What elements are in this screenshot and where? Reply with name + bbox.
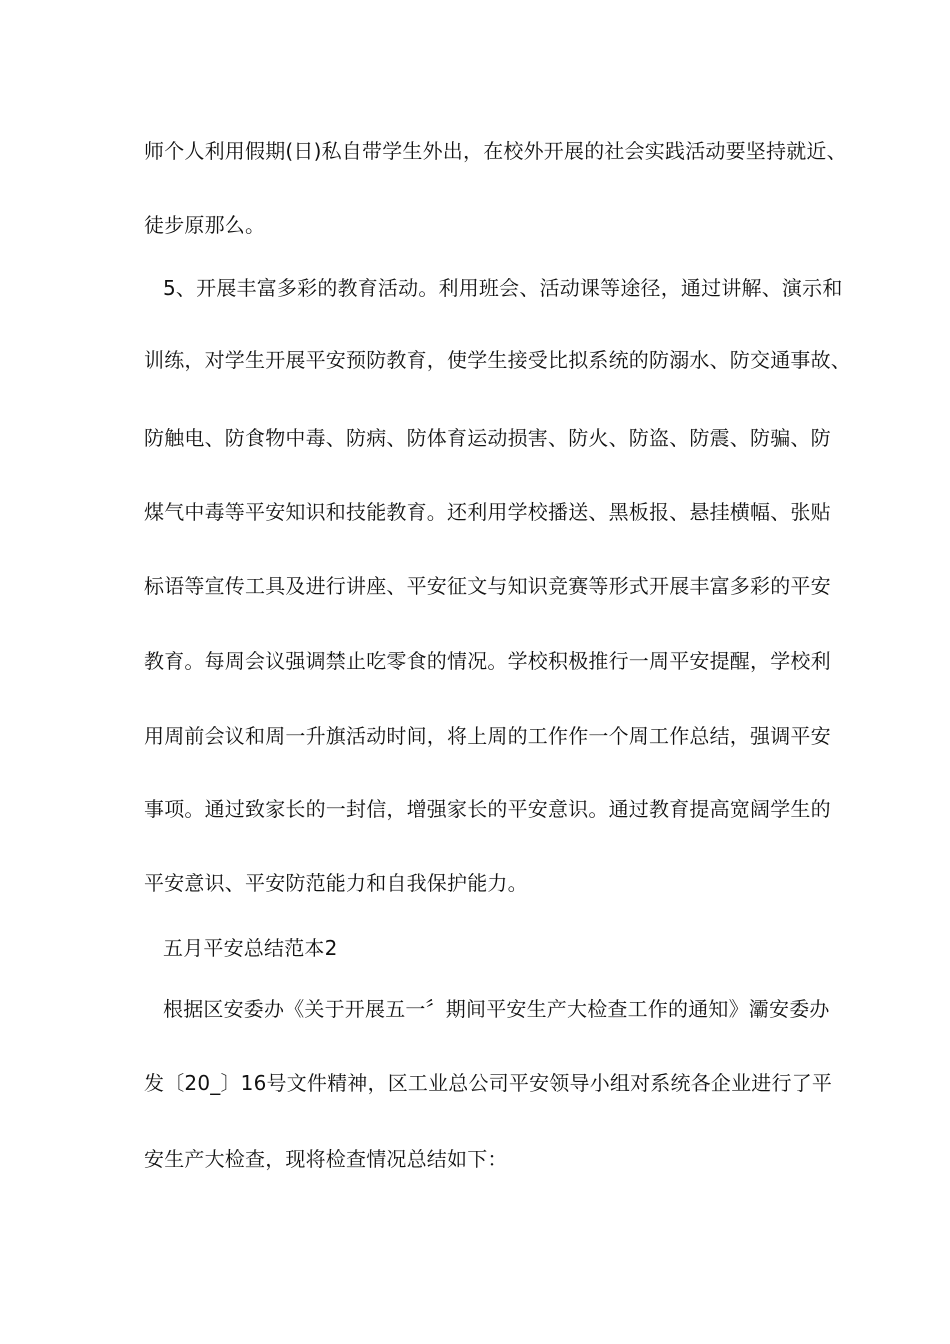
paragraph-line-12: 根据区安委办《关于开展五一〞期间平安生产大检查工作的通知》灞安委办 bbox=[163, 997, 830, 1021]
paragraph-line-14: 安生产大检查，现将检查情况总结如下： bbox=[144, 1147, 508, 1171]
paragraph-line-4: 训练，对学生开展平安预防教育，使学生接受比拟系统的防溺水、防交通事故、 bbox=[144, 348, 851, 372]
section-heading: 五月平安总结范本2 bbox=[163, 936, 338, 960]
paragraph-line-7: 标语等宣传工具及进行讲座、平安征文与知识竞赛等形式开展丰富多彩的平安 bbox=[144, 574, 831, 598]
paragraph-line-1: 师个人利用假期(日)私自带学生外出，在校外开展的社会实践活动要坚持就近、 bbox=[144, 139, 847, 163]
paragraph-line-2: 徒步原那么。 bbox=[144, 213, 266, 237]
paragraph-line-6: 煤气中毒等平安知识和技能教育。还利用学校播送、黑板报、悬挂横幅、张贴 bbox=[144, 500, 831, 524]
paragraph-line-13: 发〔20_〕16号文件精神，区工业总公司平安领导小组对系统各企业进行了平 bbox=[144, 1071, 833, 1095]
paragraph-line-9: 用周前会议和周一升旗活动时间，将上周的工作作一个周工作总结，强调平安 bbox=[144, 724, 831, 748]
paragraph-line-11: 平安意识、平安防范能力和自我保护能力。 bbox=[144, 871, 528, 895]
paragraph-line-3: 5、开展丰富多彩的教育活动。利用班会、活动课等途径，通过讲解、演示和 bbox=[163, 276, 843, 300]
paragraph-line-5: 防触电、防食物中毒、防病、防体育运动损害、防火、防盗、防震、防骗、防 bbox=[144, 426, 831, 450]
paragraph-line-8: 教育。每周会议强调禁止吃零食的情况。学校积极推行一周平安提醒，学校利 bbox=[144, 649, 831, 673]
paragraph-line-10: 事项。通过致家长的一封信，增强家长的平安意识。通过教育提高宽阔学生的 bbox=[144, 797, 831, 821]
